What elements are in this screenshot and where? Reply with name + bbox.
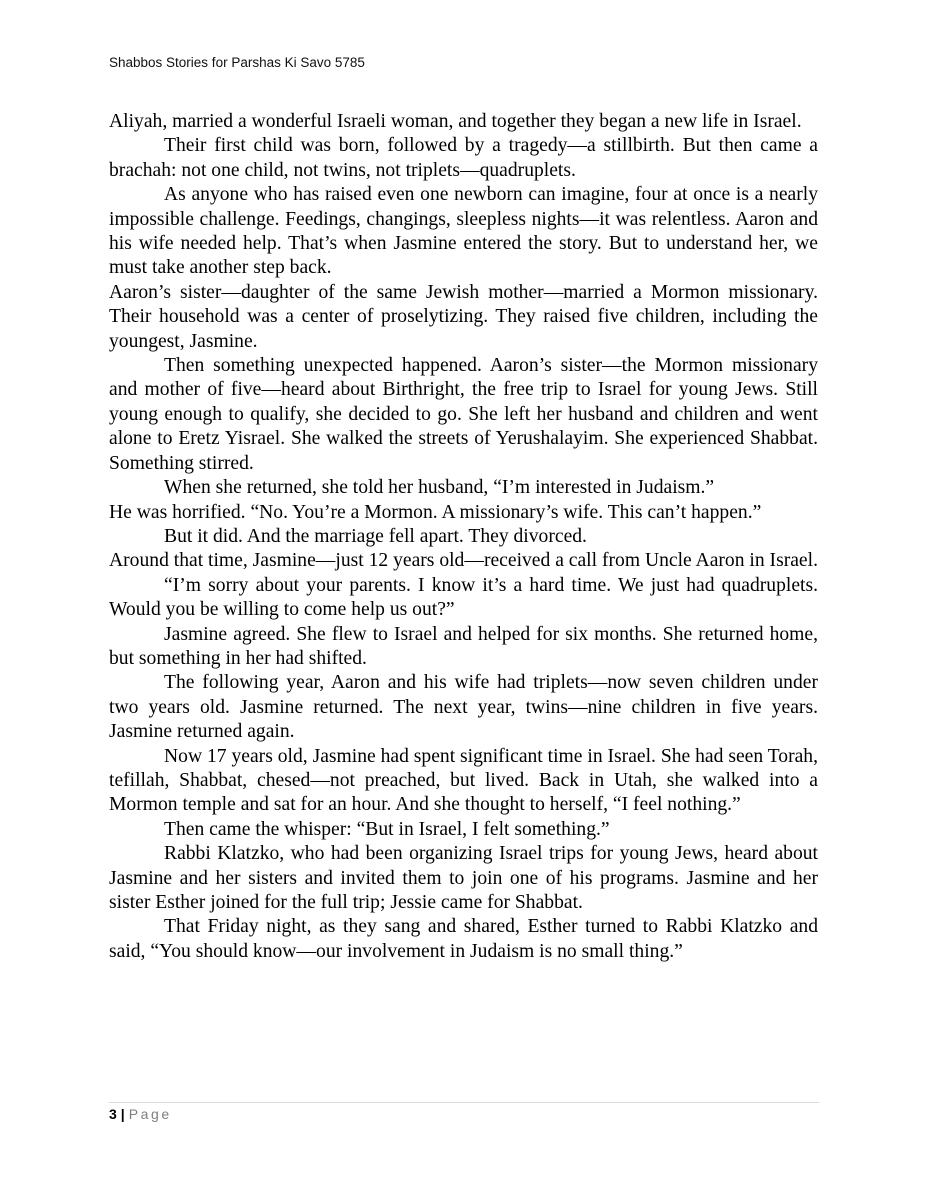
story-paragraph: Now 17 years old, Jasmine had spent significant time in Israel. She had seen Torah, tefillah, Shabbat, chesed—not preached, but lived. Back in Utah, she walked into a Mormon temple and sat for an hour. And she thought to herself, “I feel nothing.” — [109, 745, 818, 816]
page-header: Shabbos Stories for Parshas Ki Savo 5785 — [109, 55, 365, 70]
story-paragraph: “I’m sorry about your parents. I know it’s a hard time. We just had quadruplets. Would you be willing to come help us out?” — [109, 574, 818, 621]
story-paragraph: As anyone who has raised even one newborn can imagine, four at once is a nearly impossible challenge. Feedings, changings, sleepless nights—it was relentless. Aaron and his wife needed help. That’s when Jasmine entered the story. But to understand her, we must take another step back. — [109, 184, 818, 279]
story-paragraph: Rabbi Klatzko, who had been organizing Israel trips for young Jews, heard about Jasmine and her sisters and invited them to join one of his programs. Jasmine and her sister Esther joined for the full trip; Jessie came for Shabbat. — [109, 843, 818, 913]
story-paragraph: That Friday night, as they sang and shared, Esther turned to Rabbi Klatzko and said, “You should know—our involvement in Judaism is no small thing.” — [109, 916, 818, 962]
story-paragraph: Aliyah, married a wonderful Israeli woman, and together they began a new life in Israel. — [109, 111, 802, 132]
footer-divider — [109, 1102, 819, 1103]
footer-separator: | — [120, 1106, 125, 1122]
page-footer — [109, 1106, 172, 1122]
page-label: Page — [128, 1106, 172, 1122]
story-paragraph: Then something unexpected happened. Aaron’s sister—the Mormon missionary and mother of five—heard about Birthright, the free trip to Israel for young Jews. Still young enough to qualify, she decided to go. She left her husband and children and went alone to Eretz Yisrael. She walked the streets of Yerushalayim. She experienced Shabbat. Something stirred. — [109, 355, 818, 474]
story-paragraph: Around that time, Jasmine—just 12 years old—received a call from Uncle Aaron in Israel. — [109, 550, 818, 572]
story-body — [109, 110, 818, 964]
story-paragraph: He was horrified. “No. You’re a Mormon. A missionary’s wife. This can’t happen.” — [109, 501, 762, 523]
story-paragraph: The following year, Aaron and his wife had triplets—now seven children under two years old. Jasmine returned. The next year, twins—nine children in five years. Jasmine returned again. — [109, 672, 818, 743]
story-paragraph: Their first child was born, followed by a tragedy—a stillbirth. But then came a brachah: not one child, not twins, not triplets—quadruplets. — [109, 135, 818, 181]
story-paragraph: Then came the whisper: “But in Israel, I felt something.” — [164, 818, 610, 840]
story-paragraph: When she returned, she told her husband, “I’m interested in Judaism.” — [164, 477, 715, 499]
page-number: 3 — [109, 1106, 117, 1122]
story-paragraph: But it did. And the marriage fell apart. They divorced. — [164, 525, 587, 547]
story-paragraph: Jasmine agreed. She flew to Israel and helped for six months. She returned home, but something in her had shifted. — [109, 623, 818, 669]
story-paragraph: Aaron’s sister—daughter of the same Jewish mother—married a Mormon missionary. Their household was a center of proselytizing. They raised five children, including the youngest, Jasmine. — [109, 281, 818, 352]
